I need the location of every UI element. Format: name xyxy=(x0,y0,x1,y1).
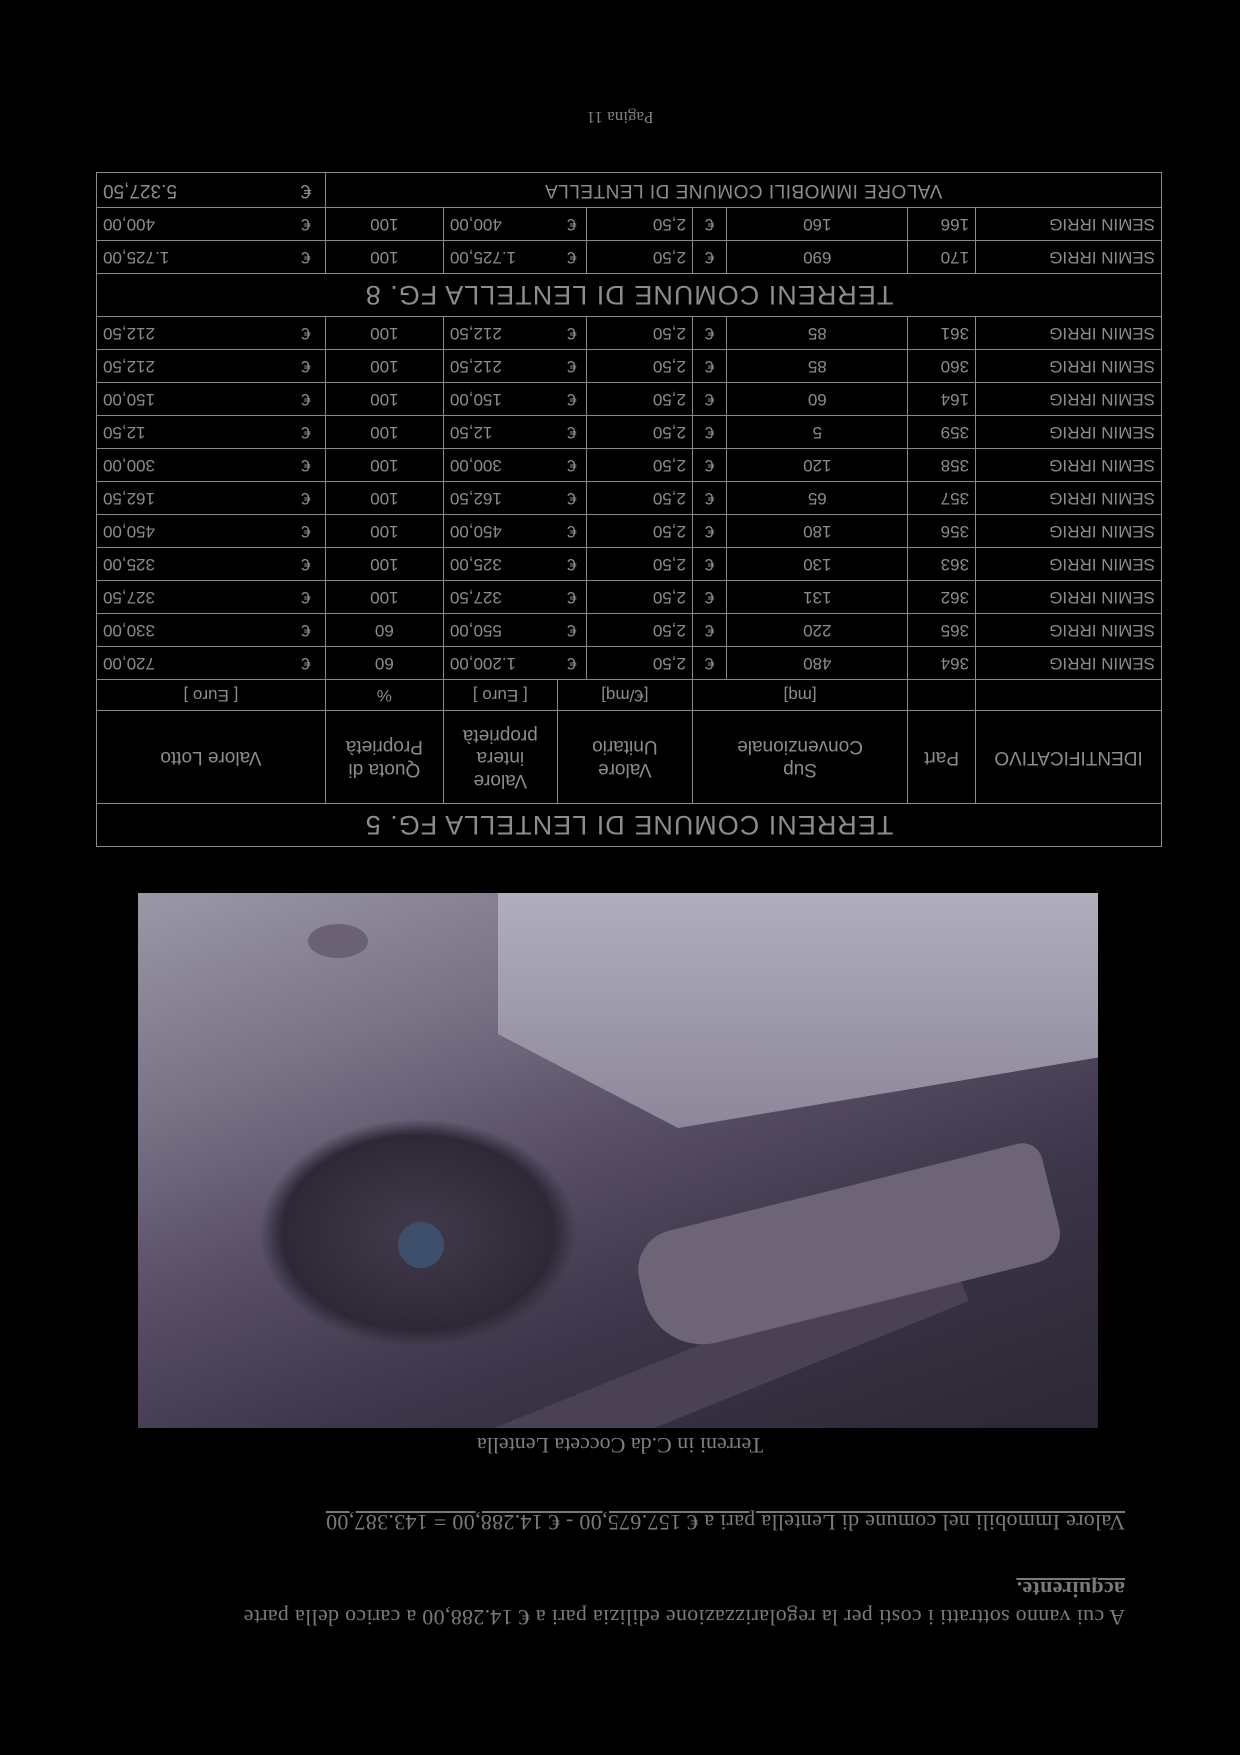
cell-currency: € xyxy=(692,515,726,548)
cell-currency: € xyxy=(287,548,325,581)
cell-currency: € xyxy=(287,581,325,614)
cell-lotto: 162,50 xyxy=(97,482,288,515)
cell-currency: € xyxy=(287,515,325,548)
cell-currency: € xyxy=(557,548,587,581)
land-photo xyxy=(138,893,1098,1428)
cell-currency: € xyxy=(557,383,587,416)
cell-quota: 100 xyxy=(325,350,443,383)
cell-intera: 450,00 xyxy=(443,515,557,548)
cell-currency: € xyxy=(692,317,726,350)
cell-currency: € xyxy=(557,350,587,383)
photo-caption: Terreni in C.da Cocceta Lentella xyxy=(476,1433,764,1458)
cell-sup: 60 xyxy=(727,383,908,416)
cell-currency: € xyxy=(557,614,587,647)
cell-part: 170 xyxy=(908,241,976,274)
cell-sup: 131 xyxy=(727,581,908,614)
cell-unitario: 2,50 xyxy=(587,581,693,614)
cell-currency: € xyxy=(692,449,726,482)
unit-unitario: [€/mq] xyxy=(557,680,692,711)
value-summary-line: Valore Immobili nel comune di Lentella pari a € 157.675,00 - € 14.288,00 = 143.387,00 xyxy=(325,1510,1125,1535)
cell-unitario: 2,50 xyxy=(587,647,693,680)
cell-quota: 100 xyxy=(325,515,443,548)
cell-part: 361 xyxy=(908,317,976,350)
cell-part: 365 xyxy=(908,614,976,647)
cell-intera: 1.200,00 xyxy=(443,647,557,680)
cell-sup: 220 xyxy=(727,614,908,647)
table-row xyxy=(97,416,1162,449)
cell-part: 359 xyxy=(908,416,976,449)
cell-intera: 150,00 xyxy=(443,383,557,416)
cell-part: 364 xyxy=(908,647,976,680)
cell-currency: € xyxy=(287,350,325,383)
cell-sup: 160 xyxy=(727,208,908,241)
unit-lotto: [ Euro ] xyxy=(97,680,326,711)
table-row xyxy=(97,548,1162,581)
cell-currency: € xyxy=(557,449,587,482)
cell-currency: € xyxy=(557,208,587,241)
cell-identificativo: SEMIN IRRIG xyxy=(976,647,1162,680)
table-row xyxy=(97,482,1162,515)
table-row xyxy=(97,383,1162,416)
cell-sup: 120 xyxy=(727,449,908,482)
cell-intera: 325,00 xyxy=(443,548,557,581)
cell-quota: 60 xyxy=(325,647,443,680)
cell-unitario: 2,50 xyxy=(587,241,693,274)
cell-lotto: 212,50 xyxy=(97,317,288,350)
cell-unitario: 2,50 xyxy=(587,350,693,383)
cell-quota: 100 xyxy=(325,548,443,581)
cell-identificativo: SEMIN IRRIG xyxy=(976,482,1162,515)
cell-identificativo: SEMIN IRRIG xyxy=(976,548,1162,581)
cell-intera: 300,00 xyxy=(443,449,557,482)
intro-paragraph-continuation: acquirente. xyxy=(1016,1577,1125,1602)
land-valuation-table xyxy=(96,172,1162,847)
cell-intera: 327,50 xyxy=(443,581,557,614)
table-row xyxy=(97,647,1162,680)
total-currency: € xyxy=(287,173,325,208)
header-valore-unitario: Valore Unitario xyxy=(557,711,692,804)
cell-lotto: 325,00 xyxy=(97,548,288,581)
cell-part: 362 xyxy=(908,581,976,614)
cell-currency: € xyxy=(692,482,726,515)
cell-lotto: 212,50 xyxy=(97,350,288,383)
cell-currency: € xyxy=(692,614,726,647)
cell-quota: 100 xyxy=(325,241,443,274)
cell-currency: € xyxy=(287,416,325,449)
cell-currency: € xyxy=(692,241,726,274)
cell-intera: 400,00 xyxy=(443,208,557,241)
table-row xyxy=(97,241,1162,274)
header-quota: Quota di Proprietà xyxy=(325,711,443,804)
cell-currency: € xyxy=(692,208,726,241)
header-valore-lotto: Valore Lotto xyxy=(97,711,326,804)
cell-unitario: 2,50 xyxy=(587,482,693,515)
intro-paragraph: A cui vanno sottratti i costi per la regolarizzazione edilizia pari a € 14.288,00 a carico della parte xyxy=(243,1605,1125,1630)
cell-quota: 60 xyxy=(325,614,443,647)
cell-quota: 100 xyxy=(325,482,443,515)
cell-identificativo: SEMIN IRRIG xyxy=(976,581,1162,614)
table-row xyxy=(97,208,1162,241)
section-header-fg5 xyxy=(97,804,1162,847)
cell-part: 360 xyxy=(908,350,976,383)
cell-quota: 100 xyxy=(325,317,443,350)
cell-identificativo: SEMIN IRRIG xyxy=(976,515,1162,548)
cell-lotto: 12,50 xyxy=(97,416,288,449)
cell-intera: 212,50 xyxy=(443,350,557,383)
cell-part: 356 xyxy=(908,515,976,548)
cell-currency: € xyxy=(557,416,587,449)
unit-quota: % xyxy=(325,680,443,711)
table-row xyxy=(97,581,1162,614)
cell-lotto: 150,00 xyxy=(97,383,288,416)
cell-part: 363 xyxy=(908,548,976,581)
cell-unitario: 2,50 xyxy=(587,317,693,350)
column-header-row xyxy=(97,711,1162,804)
cell-identificativo: SEMIN IRRIG xyxy=(976,614,1162,647)
cell-currency: € xyxy=(692,416,726,449)
table-row xyxy=(97,449,1162,482)
cell-part: 164 xyxy=(908,383,976,416)
cell-sup: 130 xyxy=(727,548,908,581)
cell-quota: 100 xyxy=(325,581,443,614)
table-row xyxy=(97,317,1162,350)
cell-quota: 100 xyxy=(325,208,443,241)
cell-currency: € xyxy=(692,647,726,680)
cell-identificativo: SEMIN IRRIG xyxy=(976,449,1162,482)
cell-lotto: 330,00 xyxy=(97,614,288,647)
cell-identificativo: SEMIN IRRIG xyxy=(976,208,1162,241)
cell-currency: € xyxy=(557,647,587,680)
cell-currency: € xyxy=(692,581,726,614)
unit-sup: [mq] xyxy=(692,680,907,711)
cell-unitario: 2,50 xyxy=(587,383,693,416)
cell-part: 358 xyxy=(908,449,976,482)
cell-currency: € xyxy=(557,241,587,274)
cell-unitario: 2,50 xyxy=(587,515,693,548)
cell-quota: 100 xyxy=(325,416,443,449)
cell-currency: € xyxy=(287,208,325,241)
cell-currency: € xyxy=(557,482,587,515)
cell-lotto: 300,00 xyxy=(97,449,288,482)
cell-identificativo: SEMIN IRRIG xyxy=(976,350,1162,383)
cell-currency: € xyxy=(557,317,587,350)
section-header-fg8 xyxy=(97,274,1162,317)
cell-currency: € xyxy=(692,548,726,581)
cell-currency: € xyxy=(557,515,587,548)
cell-sup: 180 xyxy=(727,515,908,548)
cell-intera: 1.725,00 xyxy=(443,241,557,274)
cell-unitario: 2,50 xyxy=(587,416,693,449)
cell-currency: € xyxy=(287,241,325,274)
cell-intera: 162,50 xyxy=(443,482,557,515)
total-value: 5.327,50 xyxy=(97,173,288,208)
cell-sup: 5 xyxy=(727,416,908,449)
cell-currency: € xyxy=(692,383,726,416)
cell-sup: 65 xyxy=(727,482,908,515)
table-row xyxy=(97,614,1162,647)
cell-currency: € xyxy=(287,482,325,515)
header-valore-intera: Valore intera proprietà xyxy=(443,711,557,804)
cell-lotto: 1.725,00 xyxy=(97,241,288,274)
cell-lotto: 450,00 xyxy=(97,515,288,548)
cell-currency: € xyxy=(557,581,587,614)
units-row xyxy=(97,680,1162,711)
cell-unitario: 2,50 xyxy=(587,208,693,241)
section-title: TERRENI COMUNE DI LENTELLA FG. 8 xyxy=(97,274,1162,317)
cell-intera: 550,00 xyxy=(443,614,557,647)
cell-unitario: 2,50 xyxy=(587,614,693,647)
cell-identificativo: SEMIN IRRIG xyxy=(976,241,1162,274)
cell-identificativo: SEMIN IRRIG xyxy=(976,383,1162,416)
cell-sup: 690 xyxy=(727,241,908,274)
cell-quota: 100 xyxy=(325,383,443,416)
cell-lotto: 400,00 xyxy=(97,208,288,241)
cell-sup: 85 xyxy=(727,317,908,350)
cell-currency: € xyxy=(287,449,325,482)
header-sup: Sup Convenzionale xyxy=(692,711,907,804)
cell-unitario: 2,50 xyxy=(587,548,693,581)
cell-currency: € xyxy=(287,647,325,680)
cell-part: 166 xyxy=(908,208,976,241)
total-label: VALORE IMMOBILI COMUNE DI LENTELLA xyxy=(325,173,1161,208)
cell-sup: 85 xyxy=(727,350,908,383)
cell-currency: € xyxy=(287,383,325,416)
cell-identificativo: SEMIN IRRIG xyxy=(976,416,1162,449)
cell-unitario: 2,50 xyxy=(587,449,693,482)
cell-identificativo: SEMIN IRRIG xyxy=(976,317,1162,350)
unit-intera: [ Euro ] xyxy=(443,680,557,711)
header-identificativo: IDENTIFICATIVO xyxy=(976,711,1162,804)
total-row xyxy=(97,173,1162,208)
page-number: Pagina 11 xyxy=(586,108,654,127)
section-title: TERRENI COMUNE DI LENTELLA FG. 5 xyxy=(97,804,1162,847)
cell-quota: 100 xyxy=(325,449,443,482)
table-row xyxy=(97,515,1162,548)
header-part: Part xyxy=(908,711,976,804)
table-row xyxy=(97,350,1162,383)
cell-currency: € xyxy=(692,350,726,383)
cell-currency: € xyxy=(287,614,325,647)
cell-sup: 480 xyxy=(727,647,908,680)
cell-lotto: 327,50 xyxy=(97,581,288,614)
cell-lotto: 720,00 xyxy=(97,647,288,680)
cell-intera: 12,50 xyxy=(443,416,557,449)
cell-intera: 212,50 xyxy=(443,317,557,350)
cell-currency: € xyxy=(287,317,325,350)
cell-part: 357 xyxy=(908,482,976,515)
